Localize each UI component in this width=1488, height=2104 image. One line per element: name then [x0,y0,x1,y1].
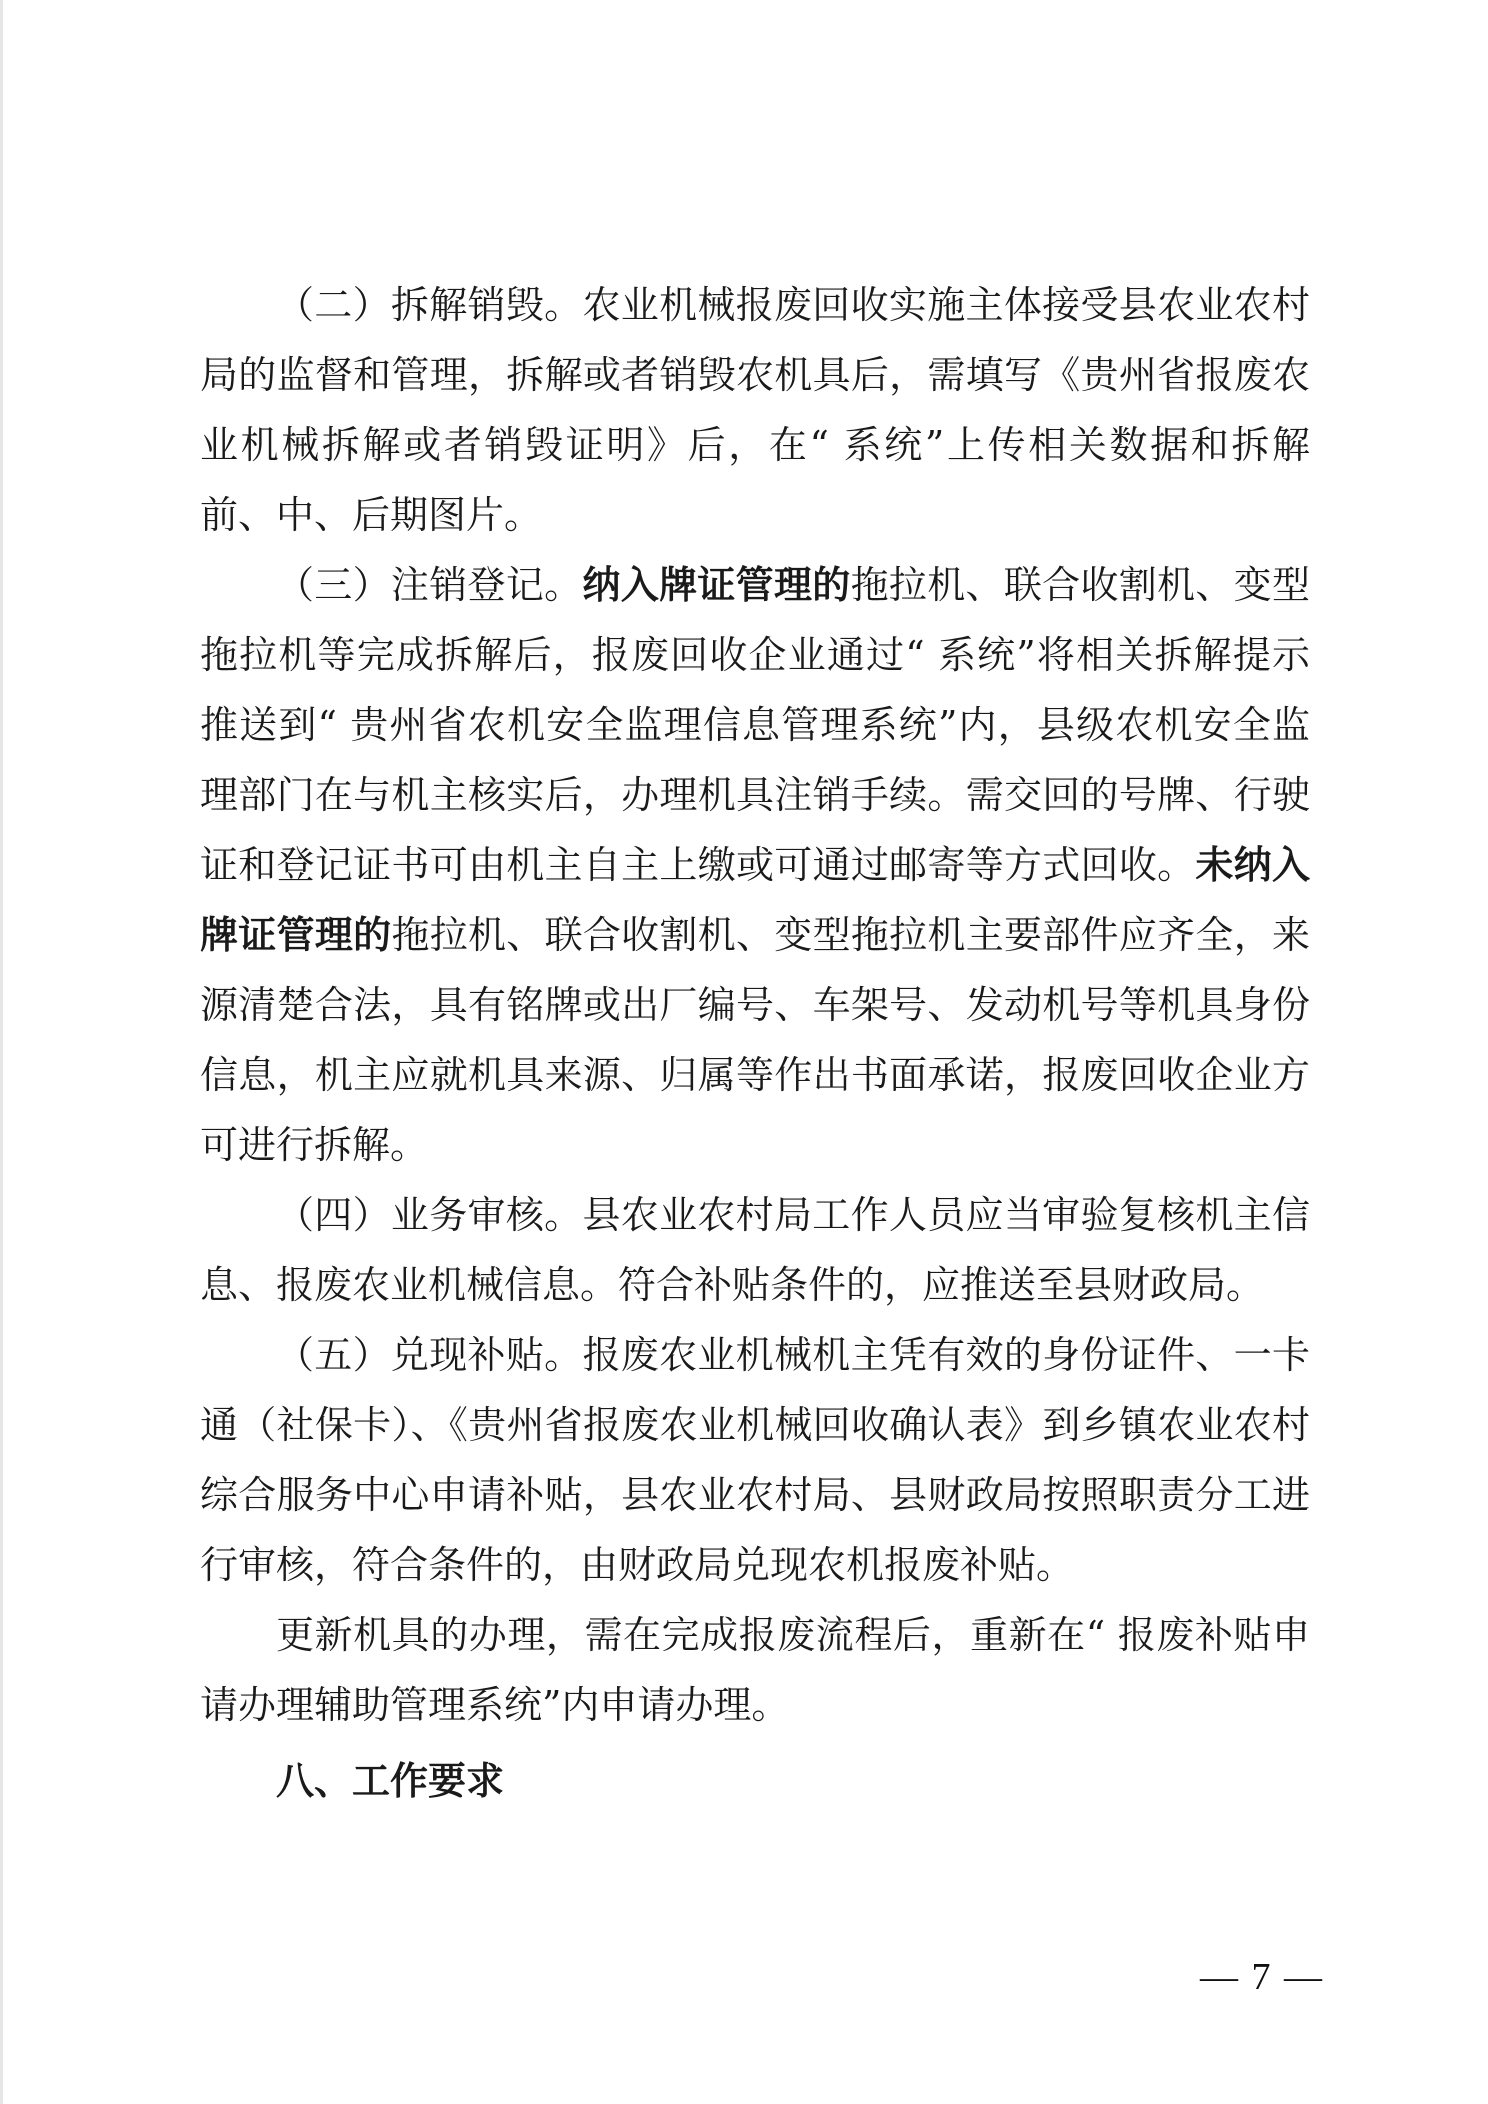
paragraph-text: （二）拆解销毁。农业机械报废回收实施主体接受县农业农村局的监督和管理，拆解或者销毁农机具后，需填写《贵州省报废农业机械拆解或者销毁证明》后，在“ 系统”上传相关数据和拆解前、中、后期图片。 [200,283,1310,537]
page-edge [0,0,3,2104]
paragraph-review [200,1180,1310,1320]
paragraph-text: （四）业务审核。县农业农村局工作人员应当审验复核机主信息、报废农业机械信息。符合补贴条件的，应推送至县财政局。 [200,1193,1310,1307]
paragraph-text: 拖拉机、联合收割机、变型拖拉机主要部件应齐全，来源清楚合法，具有铭牌或出厂编号、车架号、发动机号等机具身份信息，机主应就机具来源、归属等作出书面承诺，报废回收企业方可进行拆解。 [200,913,1310,1167]
paragraph-text: （三）注销登记。 [276,563,583,607]
paragraph-text: 拖拉机、联合收割机、变型拖拉机等完成拆解后，报废回收企业通过“ 系统”将相关拆解提示推送到“ 贵州省农机安全监理信息管理系统”内，县级农机安全监理部门在与机主核实后，办理机具注销手续。需交回的号牌、行驶证和登记证书可由机主自主上缴或可通过邮寄等方式回收。 [200,563,1310,887]
paragraph-dismantle [200,270,1310,550]
section-heading: 八、工作要求 [276,1759,505,1803]
emphasis-unlicensed: 未纳入牌证管理的 [200,843,1310,957]
paragraph-renewal [200,1600,1310,1740]
paragraph-text: （五）兑现补贴。报废农业机械机主凭有效的身份证件、一卡通（社保卡）、《贵州省报废农业机械回收确认表》到乡镇农业农村综合服务中心申请补贴，县农业农村局、县财政局按照职责分工进行审核，符合条件的，由财政局兑现农机报废补贴。 [200,1333,1310,1587]
paragraph-subsidy [200,1320,1310,1600]
paragraph-deregistration [200,550,1310,1180]
paragraph-text: 更新机具的办理，需在完成报废流程后，重新在“ 报废补贴申请办理辅助管理系统”内申请办理。 [200,1613,1310,1727]
page-number: — 7 — [1200,1956,1324,1998]
document-body [200,270,1310,1816]
emphasis-licensed: 纳入牌证管理的 [582,563,851,607]
